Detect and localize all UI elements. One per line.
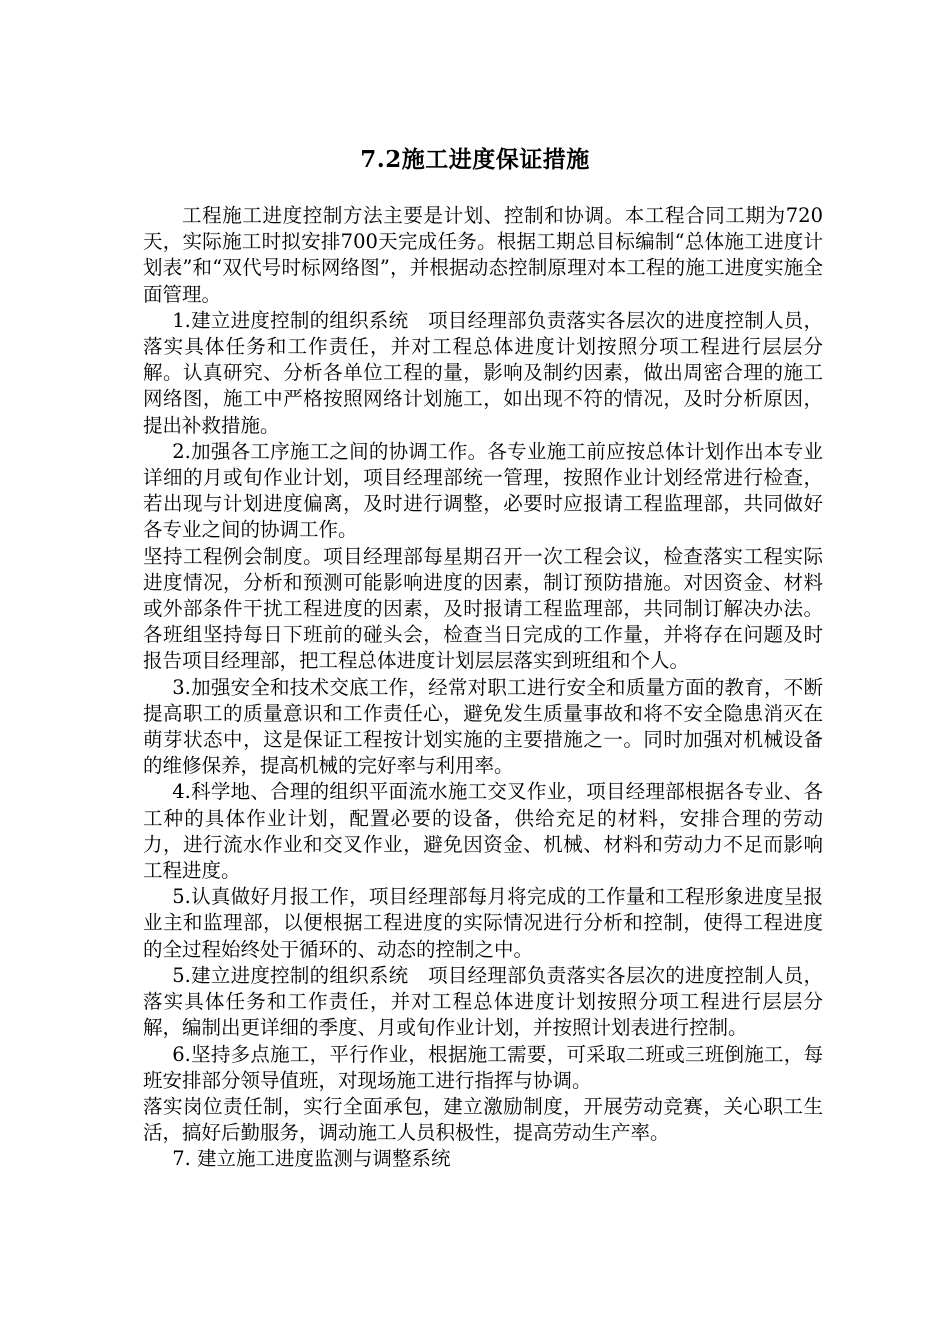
paragraph-item-3: 3.加强安全和技术交底工作，经常对职工进行安全和质量方面的教育，不断提高职工的质量意识和工作责任心，避免发生质量事故和将不安全隐患消灭在萌芽状态中，这是保证工程按计划实施的主要措施之一。同时加强对机械设备的维修保养，提高机械的完好率与利用率。	[143, 675, 823, 778]
paragraph-item-5b: 5.建立进度控制的组织系统 项目经理部负责落实各层次的进度控制人员，落实具体任务和工作责任，并对工程总体进度计划按照分项工程进行层层分解，编制出更详细的季度、月或旬作业计划，并按照计划表进行控制。	[143, 963, 823, 1040]
page-title: 7.2施工进度保证措施	[360, 146, 590, 173]
document-body	[143, 203, 823, 1173]
paragraph-item-2: 2.加强各工序施工之间的协调工作。各专业施工前应按总体计划作出本专业详细的月或旬作业计划，项目经理部统一管理，按照作业计划经常进行检查，若出现与计划进度偏离，及时进行调整，必要时应报请工程监理部，共同做好各专业之间的协调工作。	[143, 439, 823, 542]
paragraph-intro: 工程施工进度控制方法主要是计划、控制和协调。本工程合同工期为720天，实际施工时拟安排700天完成任务。根据工期总目标编制“总体施工进度计划表”和“双代号时标网络图”，并根据动态控制原理对本工程的施工进度实施全面管理。	[143, 204, 823, 306]
paragraph-item-7: 7. 建立施工进度监测与调整系统	[172, 1147, 451, 1171]
paragraph-meeting-system: 坚持工程例会制度。项目经理部每星期召开一次工程会议，检查落实工程实际进度情况，分析和预测可能影响进度的因素，制订预防措施。对因资金、材料或外部条件干扰工程进度的因素，及时报请工程监理部，共同制订解决办法。各班组坚持每日下班前的碰头会，检查当日完成的工作量，并将存在问题及时报告项目经理部，把工程总体进度计划层层落实到班组和个人。	[143, 544, 823, 673]
paragraph-item-5a: 5.认真做好月报工作，项目经理部每月将完成的工作量和工程形象进度呈报业主和监理部，以便根据工程进度的实际情况进行分析和控制，使得工程进度的全过程始终处于循环的、动态的控制之中。	[143, 885, 823, 961]
paragraph-item-4: 4.科学地、合理的组织平面流水施工交叉作业，项目经理部根据各专业、各工种的具体作业计划，配置必要的设备，供给充足的材料，安排合理的劳动力，进行流水作业和交叉作业，避免因资金、机械、材料和劳动力不足而影响工程进度。	[143, 780, 823, 883]
paragraph-item-1: 1.建立进度控制的组织系统 项目经理部负责落实各层次的进度控制人员，落实具体任务和工作责任，并对工程总体进度计划按照分项工程进行层层分解。认真研究、分析各单位工程的量，影响及制约因素，做出周密合理的施工网络图，施工中严格按照网络计划施工，如出现不符的情况，及时分析原因，提出补救措施。	[143, 308, 823, 437]
paragraph-responsibility: 落实岗位责任制，实行全面承包，建立激励制度，开展劳动竞赛，关心职工生活，搞好后勤服务，调动施工人员积极性，提高劳动生产率。	[143, 1094, 823, 1145]
paragraph-item-6: 6.坚持多点施工，平行作业，根据施工需要，可采取二班或三班倒施工，每班安排部分领导值班，对现场施工进行指挥与协调。	[143, 1042, 823, 1092]
